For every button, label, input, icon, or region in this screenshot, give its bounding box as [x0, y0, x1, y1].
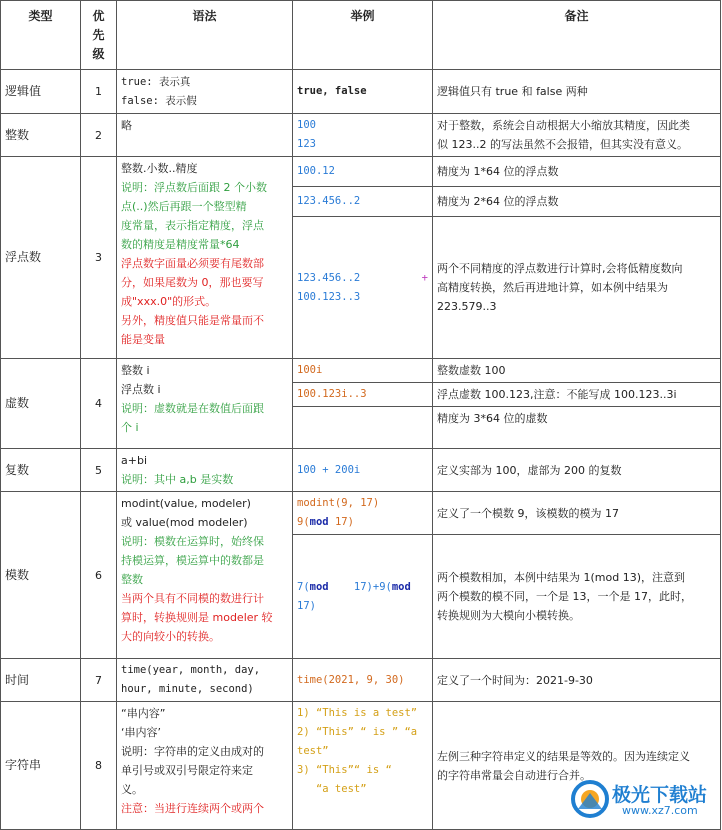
- syntax-cell: time(year, month, day, hour, minute, second): [117, 659, 293, 702]
- example-cell: [293, 407, 433, 449]
- table-row: [1, 659, 721, 702]
- example-cell: modint(9, 17) 9(mod 17): [293, 492, 433, 535]
- example-cell: 100i: [293, 359, 433, 383]
- table-row: [1, 114, 721, 157]
- type-cell: 字符串: [1, 702, 81, 830]
- example-cell: 100.12: [293, 157, 433, 187]
- syntax-cell: modint(value, modeler) 或 value(mod modeler) 说明：模数在运算时，始终保 持模运算，模运算中的数都是 整数 当两个具有不同模的数进行计 算时，转换规则是 modeler 较 大的向较小的转换。: [117, 492, 293, 659]
- priority-cell: 1: [81, 70, 117, 114]
- note-cell: 定义实部为 100，虚部为 200 的复数: [433, 449, 721, 492]
- example-cell: true, false: [293, 70, 433, 114]
- syntax-cell: “串内容” ‘串内容’ 说明：字符串的定义由成对的 单引号或双引号限定符来定 义。 注意：当进行连续两个或两个: [117, 702, 293, 830]
- note-cell: 两个模数相加，本例中结果为 1(mod 13)，注意到 两个模数的模不同，一个是 13，一个是 17，此时， 转换规则为大模向小模转换。: [433, 535, 721, 659]
- syntax-cell: 略: [117, 114, 293, 157]
- watermark-url: www.xz7.com: [622, 804, 698, 817]
- note-cell: 整数虚数 100: [433, 359, 721, 383]
- header-row: [1, 1, 721, 70]
- type-cell: 浮点数: [1, 157, 81, 359]
- priority-cell: 7: [81, 659, 117, 702]
- priority-cell: 4: [81, 359, 117, 449]
- table-row: [1, 157, 721, 187]
- priority-cell: 8: [81, 702, 117, 830]
- header-example: 举例: [293, 1, 433, 70]
- watermark-text: 极光下载站: [612, 784, 708, 806]
- type-cell: 复数: [1, 449, 81, 492]
- type-cell: 时间: [1, 659, 81, 702]
- table-row: [1, 449, 721, 492]
- note-cell: 两个不同精度的浮点数进行计算时,会将低精度数向 高精度转换，然后再进地计算，如本例中结果为 223.579..3: [433, 217, 721, 359]
- example-cell: time(2021, 9, 30): [293, 659, 433, 702]
- note-cell: 定义了一个模数 9，该模数的模为 17: [433, 492, 721, 535]
- example-cell: 100 123: [293, 114, 433, 157]
- note-cell: 逻辑值只有 true 和 false 两种: [433, 70, 721, 114]
- table-row: [1, 359, 721, 383]
- syntax-cell: 整数.小数..精度 说明：浮点数后面跟 2 个小数 点(..)然后再跟一个整型精 度常量，表示指定精度，浮点 数的精度是精度常量*64 浮点数字面量必须要有尾数部 分，如果尾数为 0，那也要写 成"xxx.0"的形式。 另外，精度值只能是常量而不 能是变量: [117, 157, 293, 359]
- priority-cell: 3: [81, 157, 117, 359]
- note-cell: 精度为 1*64 位的浮点数: [433, 157, 721, 187]
- table-row: [1, 70, 721, 114]
- type-cell: 虚数: [1, 359, 81, 449]
- note-cell: 精度为 2*64 位的浮点数: [433, 187, 721, 217]
- header-note: 备注: [433, 1, 721, 70]
- example-cell: 1) “This is a test” 2) “This” “ is ” “a test” 3) “This”“ is “ “a test”: [293, 702, 433, 830]
- note-cell: 定义了一个时间为：2021-9-30: [433, 659, 721, 702]
- priority-cell: 6: [81, 492, 117, 659]
- type-cell: 逻辑值: [1, 70, 81, 114]
- syntax-cell: a+bi 说明：其中 a,b 是实数: [117, 449, 293, 492]
- header-type: 类型: [1, 1, 81, 70]
- example-cell: 100.123i..3: [293, 383, 433, 407]
- example-cell: 7(mod 17)+9(mod 17): [293, 535, 433, 659]
- priority-cell: 5: [81, 449, 117, 492]
- syntax-cell: true: 表示真 false: 表示假: [117, 70, 293, 114]
- syntax-cell: 整数 i 浮点数 i 说明：虚数就是在数值后面跟 个 i: [117, 359, 293, 449]
- example-cell: 123.456..2 + 100.123..3: [293, 217, 433, 359]
- note-cell: 对于整数，系统会自动根据大小缩放其精度，因此类 似 123..2 的写法虽然不会报错，但其实没有意义。: [433, 114, 721, 157]
- type-cell: 模数: [1, 492, 81, 659]
- example-cell: 123.456..2: [293, 187, 433, 217]
- example-cell: 100 + 200i: [293, 449, 433, 492]
- table-row: [1, 492, 721, 535]
- note-cell: 精度为 3*64 位的虚数: [433, 407, 721, 449]
- header-syntax: 语法: [117, 1, 293, 70]
- header-priority: 优先级: [81, 1, 117, 70]
- note-cell: 浮点虚数 100.123,注意：不能写成 100.123..3i: [433, 383, 721, 407]
- note-cell: 左例三种字符串定义的结果是等效的。因为连续定义 的字符串常量会自动进行合并。: [433, 702, 721, 830]
- aurora-logo-icon: [570, 779, 610, 819]
- priority-cell: 2: [81, 114, 117, 157]
- watermark: [570, 776, 720, 822]
- type-cell: 整数: [1, 114, 81, 157]
